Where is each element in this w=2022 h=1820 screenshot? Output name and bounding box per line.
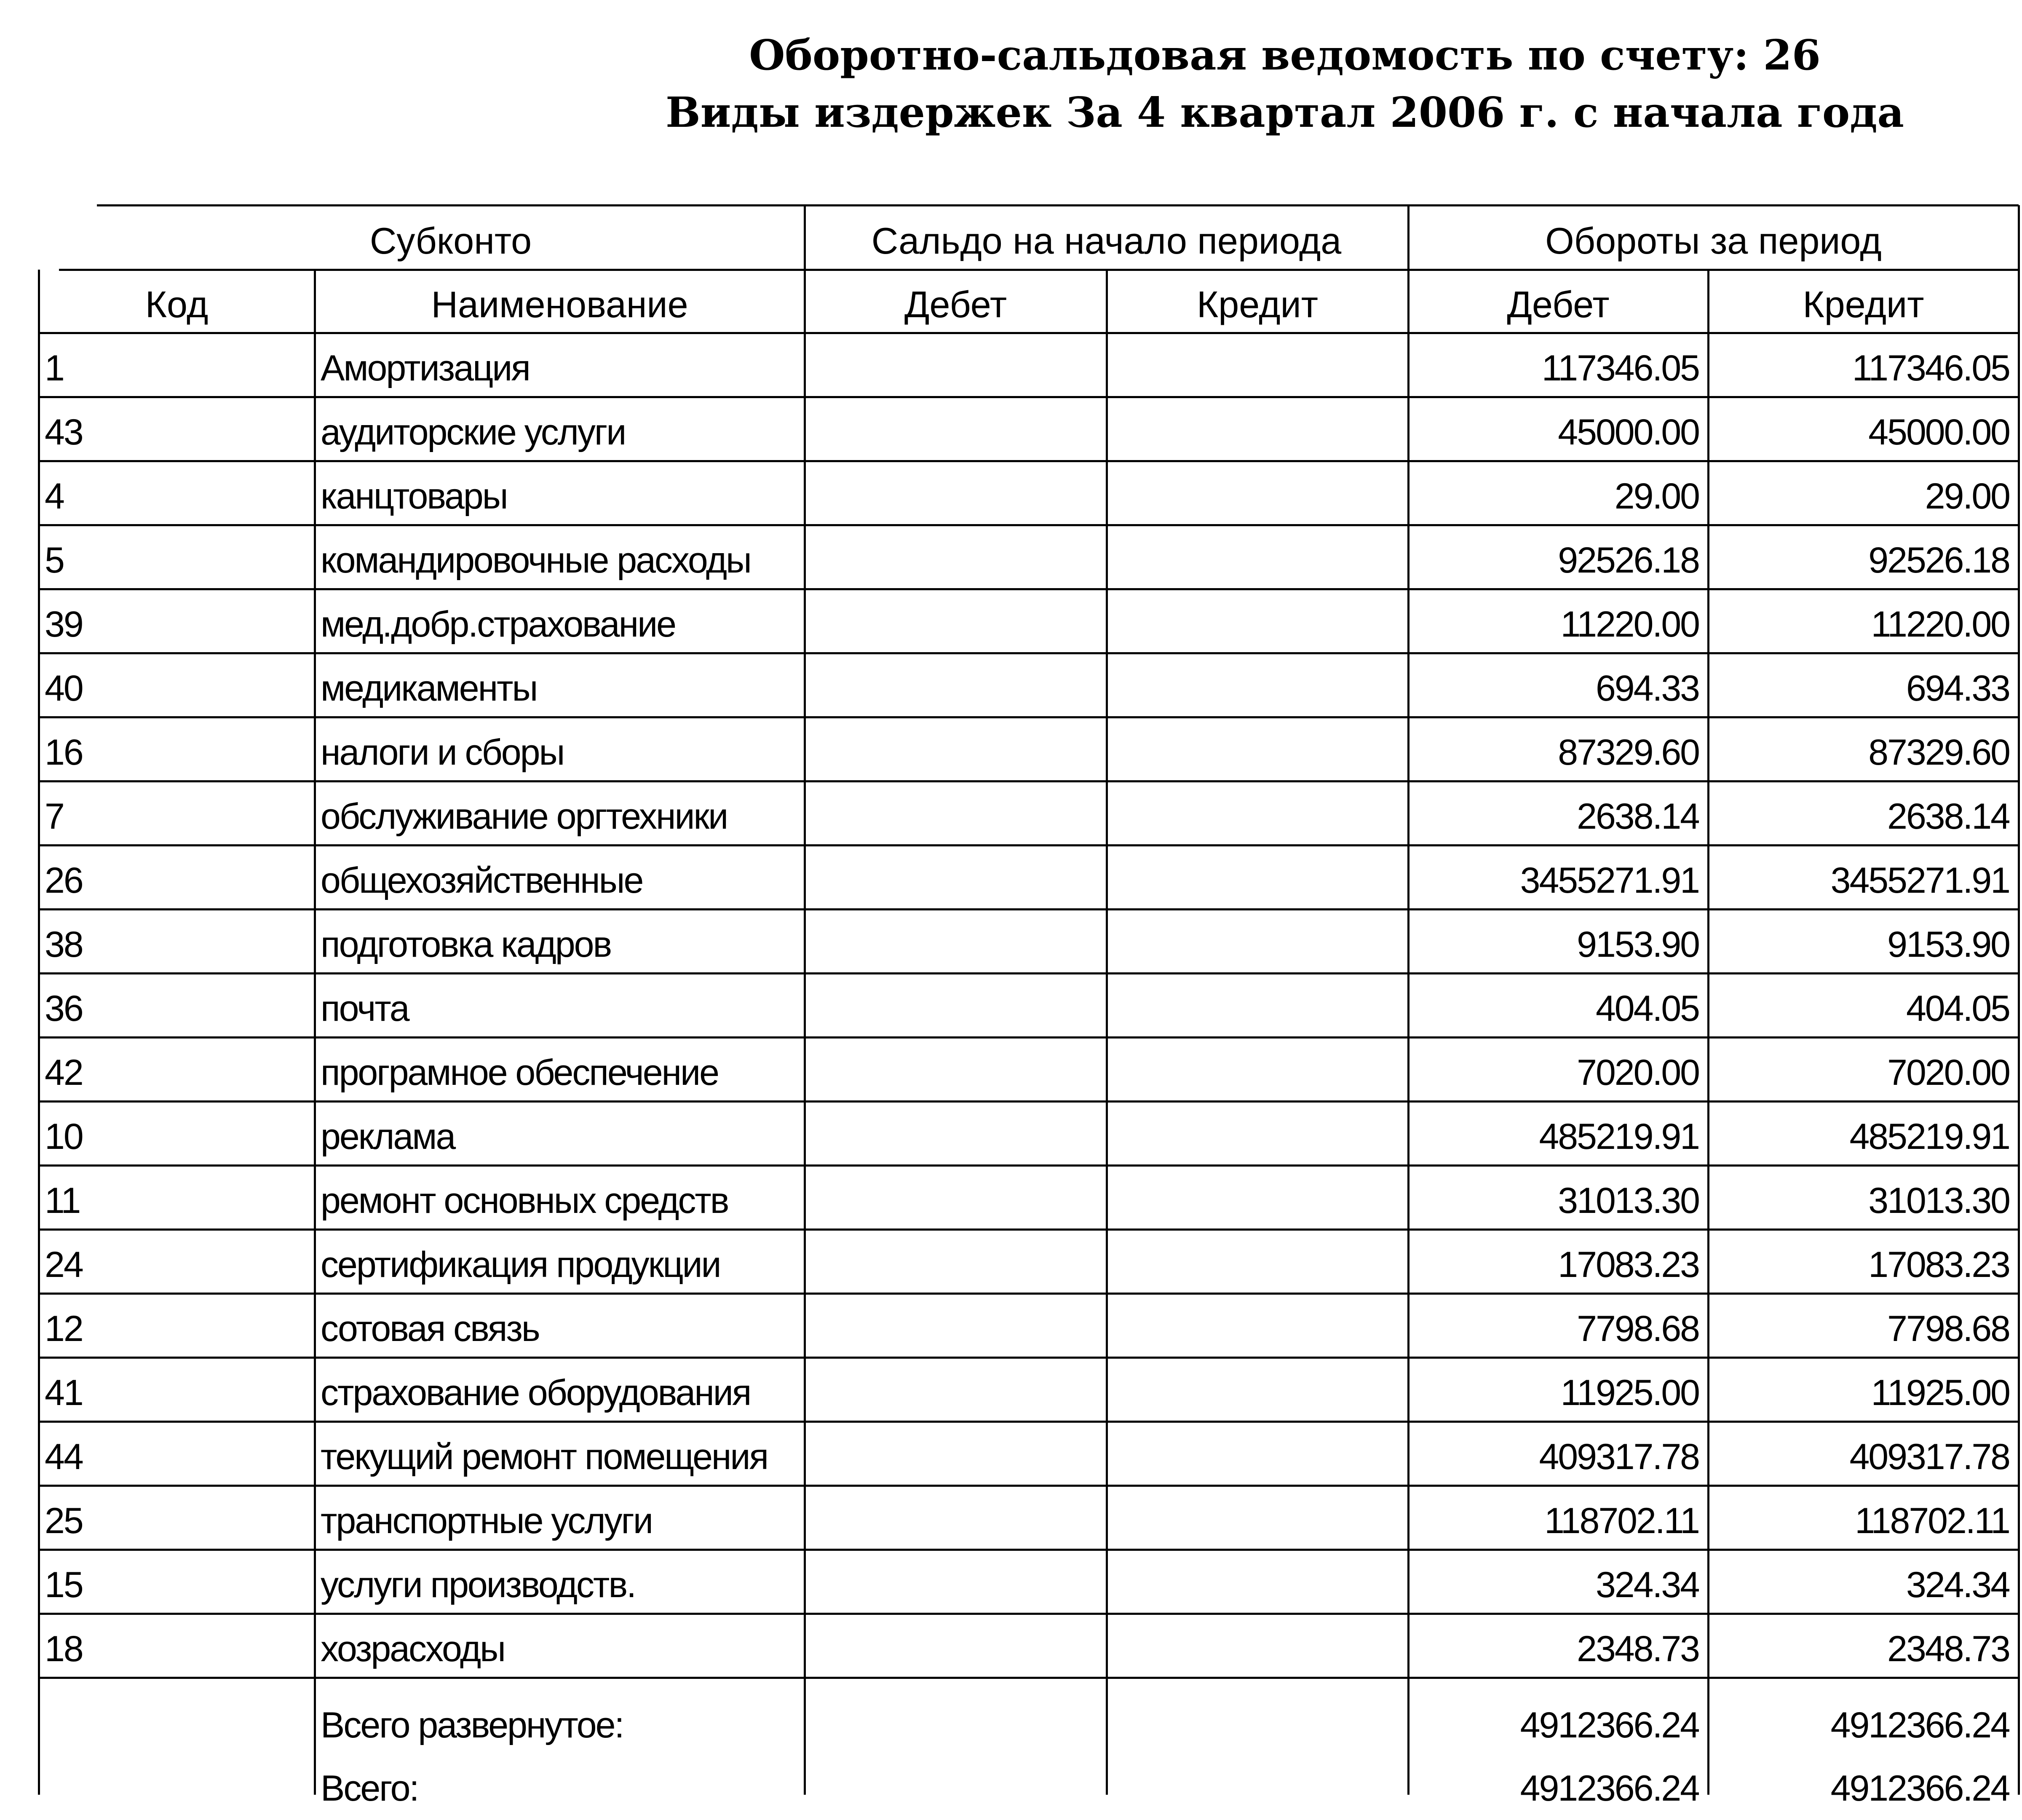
row-turnover-debit: 29.00 <box>1614 476 1699 517</box>
col-rule-name-saldo <box>804 205 806 1795</box>
row-code: 39 <box>45 604 83 645</box>
col-rule-turnover-debit-credit <box>1707 270 1709 1795</box>
row-turnover-credit: 117346.05 <box>1852 348 2009 388</box>
row-turnover-debit: 2348.73 <box>1577 1629 1699 1669</box>
row-turnover-debit: 3455271.91 <box>1520 860 1699 901</box>
header-code: Код <box>145 284 209 325</box>
row-turnover-debit: 11220.00 <box>1560 604 1699 645</box>
row-rule <box>39 972 2019 974</box>
row-turnover-debit: 117346.05 <box>1541 348 1699 388</box>
title-line-2: Виды издержек За 4 квартал 2006 г. с начала года <box>665 88 1904 137</box>
row-code: 4 <box>45 476 64 517</box>
row-turnover-debit: 17083.23 <box>1558 1245 1699 1285</box>
row-code: 25 <box>45 1501 83 1541</box>
row-rule <box>39 1485 2019 1487</box>
row-rule <box>39 1100 2019 1103</box>
row-turnover-debit: 409317.78 <box>1539 1437 1699 1477</box>
row-code: 15 <box>45 1565 83 1605</box>
row-turnover-credit: 9153.90 <box>1887 924 2009 965</box>
row-name: аудиторские услуги <box>321 412 626 452</box>
row-code: 12 <box>45 1309 83 1349</box>
row-name: хозрасходы <box>321 1629 505 1669</box>
row-name: Амортизация <box>321 348 530 388</box>
row-rule <box>39 908 2019 910</box>
row-turnover-credit: 7020.00 <box>1887 1052 2009 1093</box>
row-name: обслуживание оргтехники <box>321 796 727 837</box>
header-turnover-credit: Кредит <box>1803 284 1924 325</box>
total-credit: 4912366.24 <box>1830 1768 2009 1809</box>
header-turnover: Обороты за период <box>1545 219 1882 262</box>
row-code: 7 <box>45 796 64 837</box>
row-code: 11 <box>45 1180 80 1221</box>
row-turnover-credit: 92526.18 <box>1868 540 2009 581</box>
row-rule <box>39 652 2019 654</box>
row-turnover-debit: 45000.00 <box>1558 412 1699 452</box>
row-rule <box>39 1164 2019 1167</box>
row-name: ремонт основных средств <box>321 1180 728 1221</box>
row-name: почта <box>321 988 409 1029</box>
row-turnover-credit: 7798.68 <box>1887 1309 2009 1349</box>
row-name: услуги производств. <box>321 1565 636 1605</box>
row-turnover-debit: 485219.91 <box>1539 1116 1699 1157</box>
row-rule <box>39 1421 2019 1423</box>
row-turnover-credit: 409317.78 <box>1849 1437 2009 1477</box>
row-rule <box>39 780 2019 782</box>
row-rule <box>39 1036 2019 1038</box>
row-turnover-credit: 694.33 <box>1906 668 2009 709</box>
row-rule <box>39 396 2019 398</box>
total-expanded-credit: 4912366.24 <box>1830 1705 2009 1745</box>
row-turnover-credit: 404.05 <box>1906 988 2009 1029</box>
row-rule <box>39 524 2019 526</box>
row-name: сотовая связь <box>321 1309 539 1349</box>
total-expanded-debit: 4912366.24 <box>1520 1705 1699 1745</box>
row-name: реклама <box>321 1116 455 1157</box>
row-turnover-credit: 3455271.91 <box>1830 860 2009 901</box>
row-turnover-debit: 7798.68 <box>1577 1309 1699 1349</box>
row-turnover-credit: 118702.11 <box>1855 1501 2009 1541</box>
total-expanded-label: Всего развернутое: <box>321 1705 623 1745</box>
row-rule <box>39 1613 2019 1615</box>
header-top-rule <box>97 204 2019 206</box>
row-rule <box>39 1228 2019 1231</box>
header-subkonto: Субконто <box>369 219 532 262</box>
row-code: 36 <box>45 988 83 1029</box>
header-bottom-rule <box>39 332 2019 334</box>
row-name: канцтовары <box>321 476 507 517</box>
row-code: 38 <box>45 924 83 965</box>
row-name: налоги и сборы <box>321 732 564 773</box>
total-label: Всего: <box>321 1768 418 1809</box>
row-rule <box>39 844 2019 846</box>
row-turnover-credit: 29.00 <box>1925 476 2009 517</box>
row-name: мед.добр.страхование <box>321 604 675 645</box>
row-turnover-debit: 92526.18 <box>1558 540 1699 581</box>
row-name: транспортные услуги <box>321 1501 652 1541</box>
row-turnover-credit: 11220.00 <box>1871 604 2009 645</box>
row-code: 42 <box>45 1052 83 1093</box>
row-code: 1 <box>45 348 64 388</box>
row-rule <box>39 1549 2019 1551</box>
row-turnover-debit: 9153.90 <box>1577 924 1699 965</box>
row-rule <box>39 1293 2019 1295</box>
row-turnover-credit: 87329.60 <box>1868 732 2009 773</box>
col-rule-saldo-turnover <box>1407 205 1410 1795</box>
row-turnover-debit: 31013.30 <box>1558 1180 1699 1221</box>
header-turnover-debit: Дебет <box>1507 284 1610 325</box>
row-code: 10 <box>45 1116 83 1157</box>
row-name: програмное обеспечение <box>321 1052 718 1093</box>
row-turnover-credit: 17083.23 <box>1868 1245 2009 1285</box>
row-name: медикаменты <box>321 668 537 709</box>
row-turnover-credit: 45000.00 <box>1868 412 2009 452</box>
row-turnover-debit: 694.33 <box>1595 668 1699 709</box>
row-turnover-credit: 2348.73 <box>1887 1629 2009 1669</box>
row-code: 43 <box>45 412 83 452</box>
header-saldo-debit: Дебет <box>904 284 1007 325</box>
row-turnover-debit: 11925.00 <box>1560 1373 1699 1413</box>
row-turnover-credit: 11925.00 <box>1871 1373 2009 1413</box>
row-rule <box>39 716 2019 718</box>
row-code: 40 <box>45 668 83 709</box>
row-name: общехозяйственные <box>321 860 643 901</box>
row-code: 18 <box>45 1629 83 1669</box>
row-rule <box>39 460 2019 462</box>
row-turnover-debit: 118702.11 <box>1544 1501 1699 1541</box>
table-right-border <box>2018 205 2020 1795</box>
row-rule <box>39 1357 2019 1359</box>
col-rule-code-name <box>314 270 316 1795</box>
header-middle-rule <box>59 269 2019 271</box>
row-turnover-debit: 7020.00 <box>1577 1052 1699 1093</box>
row-name: текущий ремонт помещения <box>321 1437 768 1477</box>
row-turnover-credit: 485219.91 <box>1849 1116 2009 1157</box>
row-code: 44 <box>45 1437 83 1477</box>
row-turnover-debit: 404.05 <box>1595 988 1699 1029</box>
title-line-1: Оборотно-сальдовая ведомость по счету: 26 <box>749 31 1821 80</box>
row-name: подготовка кадров <box>321 924 611 965</box>
row-turnover-debit: 2638.14 <box>1577 796 1699 837</box>
row-turnover-credit: 324.34 <box>1906 1565 2009 1605</box>
row-code: 16 <box>45 732 83 773</box>
row-code: 5 <box>45 540 64 581</box>
col-rule-saldo-debit-credit <box>1106 270 1108 1795</box>
row-turnover-debit: 87329.60 <box>1558 732 1699 773</box>
row-turnover-credit: 31013.30 <box>1868 1180 2009 1221</box>
row-code: 41 <box>45 1373 83 1413</box>
row-rule <box>39 588 2019 590</box>
header-name: Наименование <box>431 284 688 325</box>
header-saldo-start: Сальдо на начало периода <box>871 219 1342 262</box>
row-turnover-credit: 2638.14 <box>1887 796 2009 837</box>
row-name: командировочные расходы <box>321 540 751 581</box>
row-turnover-debit: 324.34 <box>1595 1565 1699 1605</box>
row-code: 24 <box>45 1245 83 1285</box>
header-saldo-credit: Кредит <box>1196 284 1319 325</box>
row-name: страхование оборудования <box>321 1373 751 1413</box>
row-rule <box>39 1677 2019 1679</box>
total-debit: 4912366.24 <box>1520 1768 1699 1809</box>
table-left-border <box>38 270 40 1795</box>
row-code: 26 <box>45 860 83 901</box>
row-name: сертификация продукции <box>321 1245 720 1285</box>
